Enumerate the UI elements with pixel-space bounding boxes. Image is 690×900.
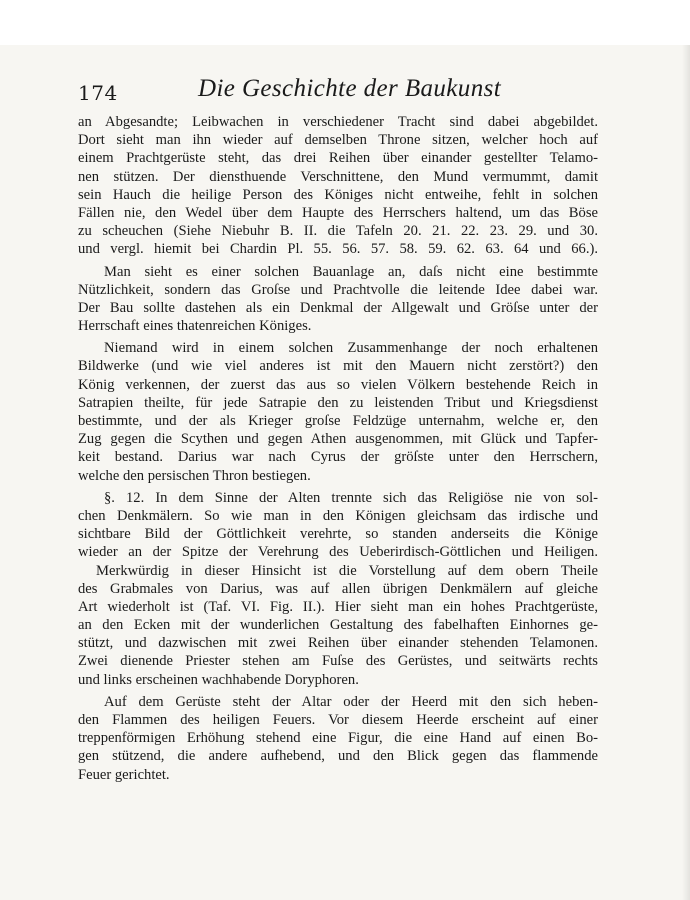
text-line: und links erscheinen wachhabende Doryphoren. — [78, 671, 359, 688]
text-line: Nützlichkeit, sondern das Groſse und Prachtvolle die leitende Idee dabei war. — [78, 281, 598, 298]
paragraph-2 — [78, 263, 598, 336]
text-line: an Abgesandte; Leibwachen in verschiedener Tracht sind dabei abgebildet. — [78, 114, 598, 130]
text-line: Der Bau sollte dastehen als ein Denkmal der Allgewalt und Gröſse unter der — [78, 299, 598, 316]
text-line: und vergl. hiemit bei Chardin Pl. 55. 56. 57. 58. 59. 62. 63. 64 und 66.). — [78, 241, 598, 258]
text-line: stützt, und dazwischen mit zwei Reihen über einander stehenden Telamonen. — [78, 635, 598, 652]
page-number: 174 — [78, 81, 118, 105]
page-edge-shadow — [682, 45, 690, 900]
text-line: Merkwürdig in dieser Hinsicht ist die Vorstellung auf dem obern Theile — [96, 562, 598, 579]
text-line: Man sieht es einer solchen Bauanlage an, daſs nicht eine bestimmte — [104, 263, 598, 280]
text-line: den Flammen des heiligen Feuers. Vor diesem Heerde erscheint auf einer — [78, 712, 598, 728]
paragraph-5 — [78, 562, 598, 689]
body-text — [78, 113, 598, 784]
page-header — [78, 75, 598, 109]
text-line: König verkennen, der zuerst das aus so vielen Völkern bestehende Reich in — [78, 376, 598, 393]
paragraph-6 — [78, 693, 598, 784]
text-line: Zug gegen die Scythen und gegen Athen ausgenommen, mit Glück und Tapfer- — [78, 431, 598, 448]
text-line: nen stützen. Der diensthuende Verschnittene, den Mund vermummt, damit — [78, 168, 598, 185]
running-title: Die Geschichte der Baukunst — [198, 75, 502, 102]
text-line: Satrapien theilte, für jede Satrapie den zu leistenden Tribut und Kriegsdienst — [78, 394, 598, 411]
paragraph-3 — [78, 339, 598, 485]
text-line: bestimmte, und der als Krieger groſse Feldzüge unternahm, welche er, den — [78, 413, 598, 429]
text-line: Fällen nie, den Wedel über dem Haupte des Herrschers haltend, um das Böse — [78, 204, 598, 221]
text-line: einem Prachtgerüste steht, das drei Reihen über einander gestellter Telamo- — [78, 150, 598, 167]
text-line: sein Hauch die heilige Person des Königes nicht entweihe, fehlt in solchen — [78, 186, 598, 203]
text-line: Herrschaft eines thatenreichen Königes. — [78, 318, 312, 335]
text-line: Auf dem Gerüste steht der Altar oder der Heerd mit den sich heben- — [104, 693, 598, 710]
text-line: gen stützend, die andere aufhebend, und den Blick gegen das flammende — [78, 748, 598, 765]
paragraph-section-12 — [78, 489, 598, 562]
text-line: treppenförmigen Erhöhung stehend eine Figur, die eine Hand auf einen Bo- — [78, 730, 598, 747]
text-line: Bildwerke (und wie viel anderes ist mit den Mauern nicht zerstört?) den — [78, 358, 598, 375]
text-line: Dort sieht man ihn wieder auf demselben Throne sitzen, welcher hoch auf — [78, 132, 598, 149]
text-line: an den Ecken mit der wunderlichen Gestaltung des fabelhaften Einhornes ge- — [78, 617, 598, 634]
text-line: sichtbare Bild der Göttlichkeit verehrte, so standen anderseits die Könige — [78, 526, 598, 543]
text-line: chen Denkmälern. So wie man in den Königen gleichsam das irdische und — [78, 507, 598, 524]
text-line: Art wiederholt ist (Taf. VI. Fig. II.). Hier sieht man ein hohes Prachtgerüste, — [78, 598, 598, 615]
text-line: keit bestand. Darius war nach Cyrus der gröſste unter den Herrschern, — [78, 449, 598, 466]
text-line: des Grabmales von Darius, was auf allen übrigen Denkmälern auf gleiche — [78, 580, 598, 597]
text-line: Zwei dienende Priester stehen am Fuſse des Gerüstes, und seitwärts rechts — [78, 653, 598, 670]
text-line: welche den persischen Thron bestiegen. — [78, 467, 311, 484]
paragraph-1 — [78, 113, 598, 259]
text-line: wieder an der Spitze der Verehrung des Ueberirdisch-Göttlichen und Heiligen. — [78, 544, 598, 561]
text-line: §. 12. In dem Sinne der Alten trennte sich das Religiöse nie von sol- — [104, 489, 598, 506]
text-line: Niemand wird in einem solchen Zusammenhange der noch erhaltenen — [104, 340, 598, 357]
text-line: Feuer gerichtet. — [78, 766, 170, 783]
text-line: zu scheuchen (Siehe Niebuhr B. II. die Tafeln 20. 21. 22. 23. 29. und 30. — [78, 223, 598, 240]
